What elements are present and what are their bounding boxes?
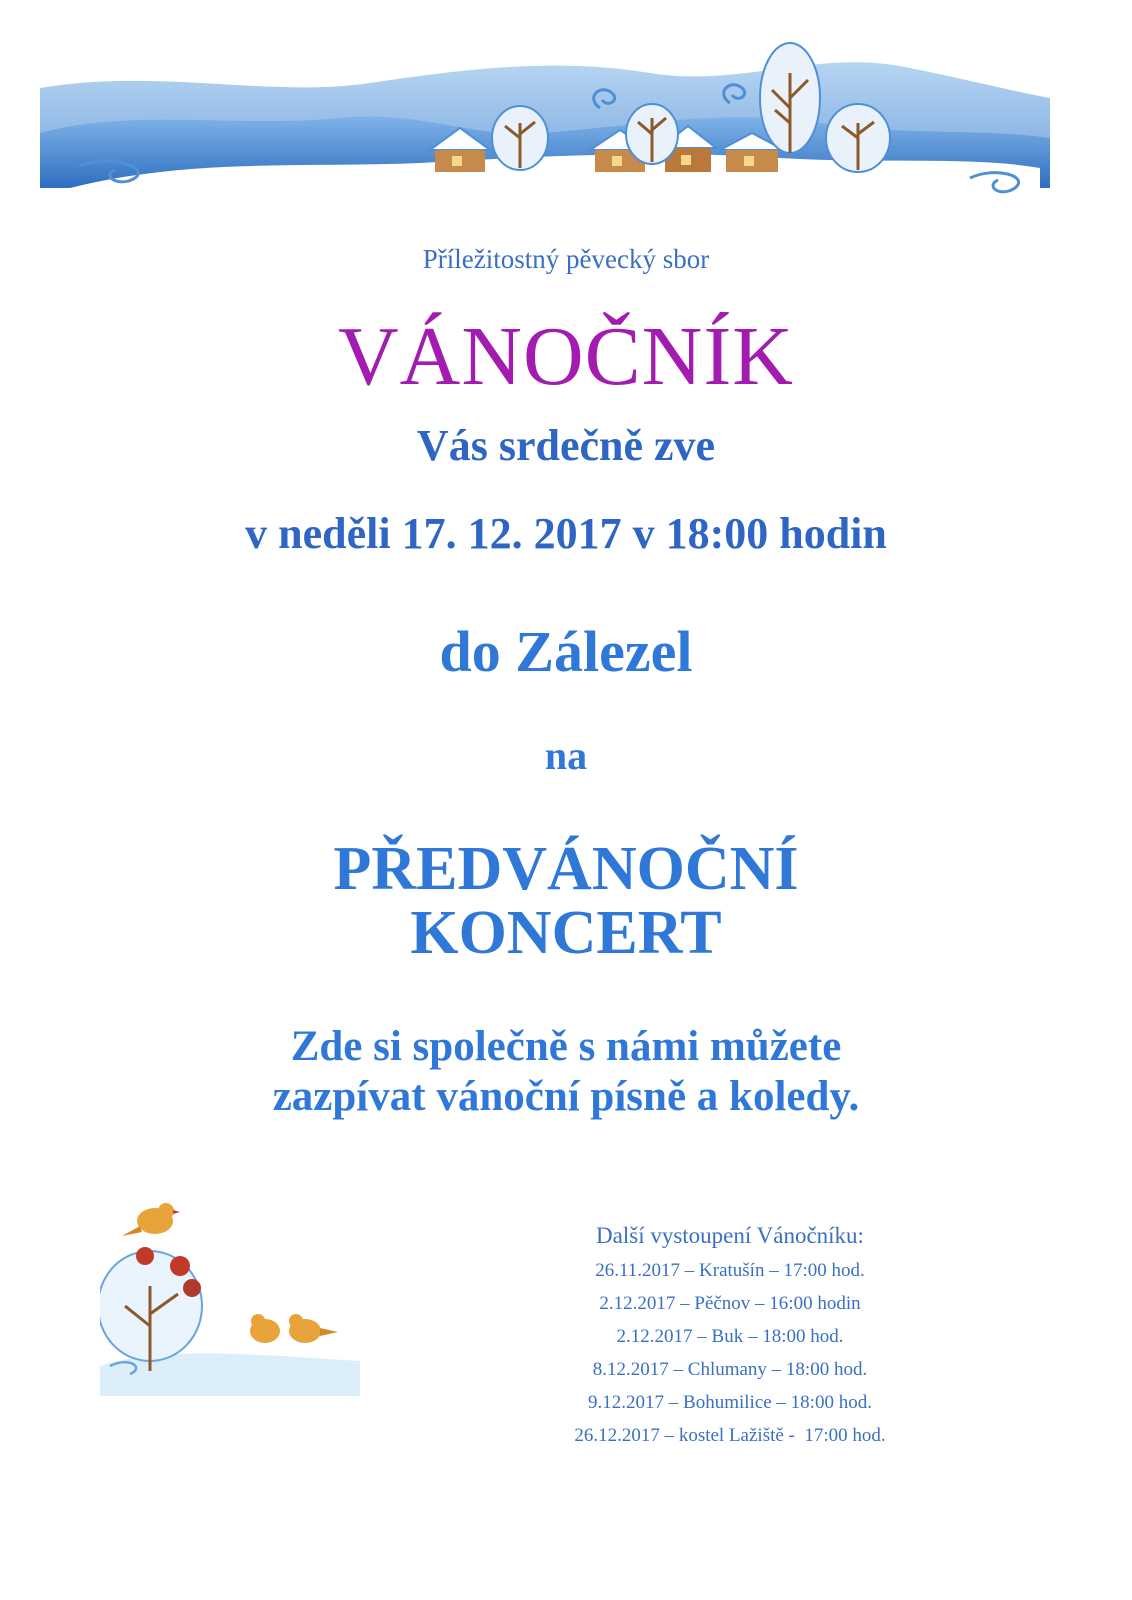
schedule-title: Další vystoupení Vánočníku:: [596, 1223, 864, 1248]
upcoming-performances: [560, 1218, 900, 1452]
winter-village-illustration: [40, 38, 1050, 208]
sing-along-line1: Zde si společně s námi můžete: [290, 1023, 842, 1070]
choir-subtitle: Příležitostný pěvecký sbor: [422, 244, 710, 274]
concert-title-line1: PŘEDVÁNOČNÍ: [333, 835, 799, 903]
schedule-list: [560, 1254, 900, 1452]
birds-on-snowy-tree-illustration: [100, 1196, 370, 1396]
concert-title-line2: KONCERT: [410, 899, 722, 967]
schedule-item: 2.12.2017 – Pěčnov – 16:00 hodin: [599, 1293, 861, 1314]
connector-text: na: [544, 733, 588, 778]
invitation-line: Vás srdečně zve: [416, 421, 716, 470]
schedule-item: 8.12.2017 – Chlumany – 18:00 hod.: [592, 1359, 868, 1380]
schedule-item: 2.12.2017 – Buk – 18:00 hod.: [616, 1326, 844, 1347]
schedule-item: 26.11.2017 – Kratušín – 17:00 hod.: [595, 1260, 865, 1281]
schedule-item: 9.12.2017 – Bohumilice – 18:00 hod.: [588, 1392, 872, 1413]
sing-along-line2: zazpívat vánoční písně a koledy.: [272, 1073, 860, 1120]
event-date: v neděli 17. 12. 2017 v 18:00 hodin: [245, 509, 887, 558]
page-title: VÁNOČNÍK: [338, 310, 794, 403]
event-place: do Zálezel: [439, 619, 693, 684]
schedule-item: 26.12.2017 – kostel Lažiště - 17:00 hod.: [574, 1425, 886, 1446]
